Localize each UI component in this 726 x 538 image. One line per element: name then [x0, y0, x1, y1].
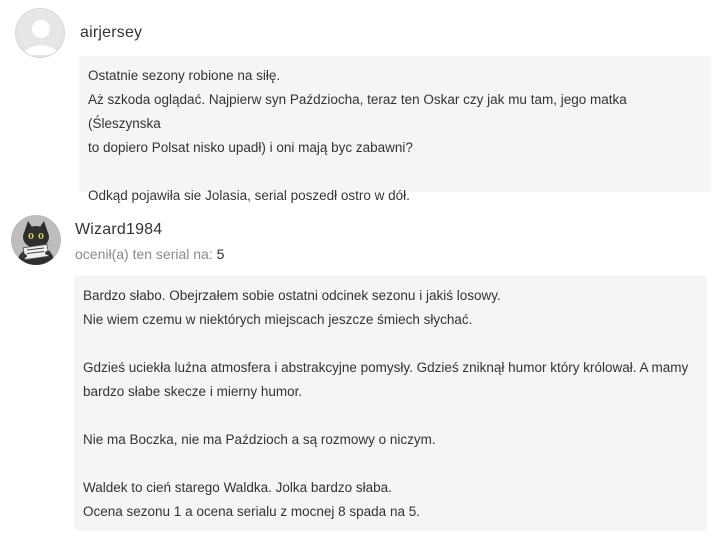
comment-author[interactable]: airjersey — [80, 24, 143, 41]
comment-body — [79, 56, 711, 203]
comment-line: Ostatnie sezony robione na siłę. — [88, 68, 281, 83]
rating-label: ocenił(a) ten serial na: — [75, 246, 213, 262]
comment-line: Odkąd pojawiła sie Jolasia, serial poszedł ostro w dół. — [88, 188, 410, 203]
comment-line: Ocena sezonu 1 a ocena serialu z mocnej 8 spada na 5. — [83, 504, 420, 519]
rating-line — [75, 246, 224, 262]
comment-line: Nie ma Boczka, nie ma Paździoch a są rozmowy o niczym. — [83, 432, 436, 447]
comment-line: Nie wiem czemu w niektórych miejscach jeszcze śmiech słychać. — [83, 312, 473, 327]
comment-line: Bardzo słabo. Obejrzałem sobie ostatni odcinek sezonu i jakiś losowy. — [83, 288, 501, 303]
comment-line: Gdzieś uciekła luźna atmosfera i abstrakcyjne pomysły. Gdzieś zniknął humor który królował. A mamy — [83, 360, 689, 375]
default-user-avatar-icon[interactable] — [15, 8, 65, 58]
comment-line: bardzo słabe skecze i mierny humor. — [83, 384, 303, 399]
comment-body — [74, 275, 707, 531]
comment-line: to dopiero Polsat nisko upadł) i oni mają byc zabawni? — [88, 140, 413, 155]
comment-line: Waldek to cień starego Waldka. Jolka bardzo słaba. — [83, 480, 392, 495]
rating-value: 5 — [216, 246, 225, 262]
cat-avatar-icon[interactable] — [11, 215, 61, 265]
comment-author[interactable]: Wizard1984 — [75, 221, 163, 238]
comment-line: Aż szkoda oglądać. Najpierw syn Paździocha, teraz ten Oskar czy jak mu tam, jego matka (Śleszynska — [88, 92, 627, 131]
